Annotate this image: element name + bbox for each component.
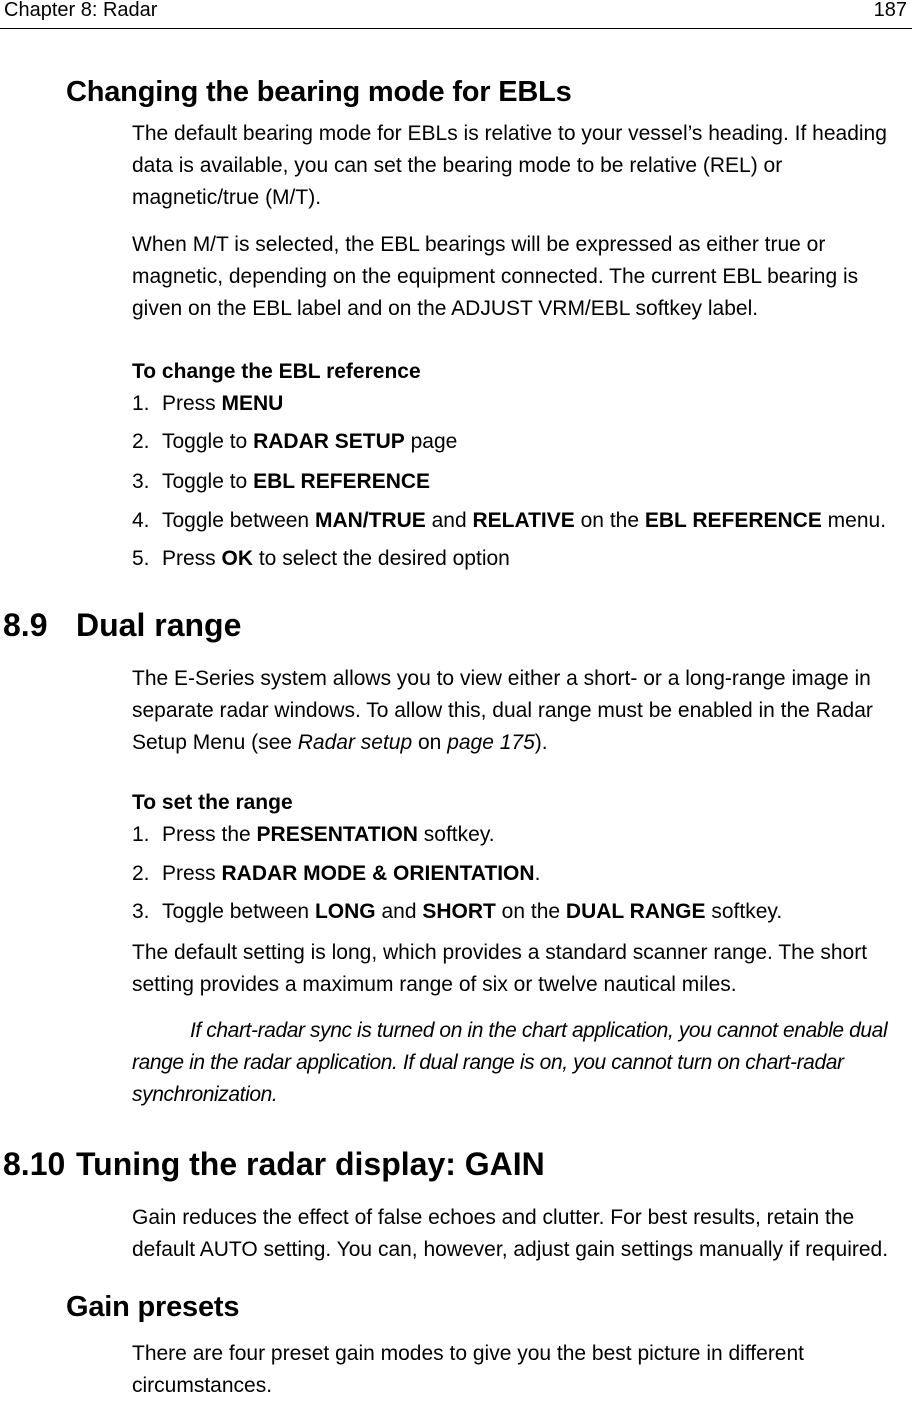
list-item: 3. Toggle between LONG and SHORT on the DUAL RANGE softkey. [132, 900, 783, 923]
gain-intro-paragraph: Gain reduces the effect of false echoes and clutter. For best results, retain the default AUTO setting. You can, however, adjust gain settings manually if required. [132, 1206, 889, 1261]
gain-presets-paragraph: There are four preset gain modes to give you the best picture in different circumstances. [132, 1342, 804, 1397]
cross-reference-link[interactable]: Radar setup [297, 731, 413, 754]
list-item: 1. Press MENU [132, 392, 284, 415]
page-number: 187 [873, 0, 907, 21]
page-reference-link[interactable]: page 175 [447, 731, 535, 754]
list-item: 2. Press RADAR MODE & ORIENTATION. [132, 862, 541, 885]
section-heading-gain-presets: Gain presets [66, 1291, 240, 1323]
ebl-mt-paragraph: When M/T is selected, the EBL bearings will be expressed as either true or magnetic, depending on the equipment connected. The current EBL bearing is given on the EBL label and on the ADJUST VRM/EBL softkey label. [132, 233, 859, 320]
section-heading-ebl-bearing: Changing the bearing mode for EBLs [66, 76, 572, 108]
list-item: 1. Press the PRESENTATION softkey. [132, 823, 495, 846]
ebl-intro-paragraph: The default bearing mode for EBLs is relative to your vessel’s heading. If heading data is available, you can set the bearing mode to be relative (REL) or magnetic/true (M/T). [132, 122, 887, 209]
list-item: 4. Toggle between MAN/TRUE and RELATIVE on the EBL REFERENCE menu. [132, 509, 887, 532]
running-header-chapter: Chapter 8: Radar [4, 0, 158, 21]
header-divider [0, 28, 912, 29]
note-paragraph: If chart-radar sync is turned on in the chart application, you cannot enable dual range in the radar application. If dual range is on, you cannot turn on chart-radar synchronization. [132, 1019, 888, 1106]
dual-range-intro-paragraph: The E-Series system allows you to view either a short- or a long-range image in separate radar windows. To allow this, dual range must be enabled in the Radar Setup Menu (see Radar setup on page 175). [132, 667, 873, 754]
list-item: 5. Press OK to select the desired option [132, 547, 510, 570]
section-title: Tuning the radar display: GAIN [76, 1146, 545, 1182]
list-item: 3. Toggle to EBL REFERENCE [132, 470, 431, 493]
procedure-title-set-range: To set the range [132, 791, 293, 814]
procedure-title-ebl-reference: To change the EBL reference [132, 360, 421, 383]
section-title: Dual range [76, 607, 242, 643]
section-heading-gain [3, 1146, 545, 1183]
section-heading-dual-range [3, 607, 241, 644]
section-number: 8.10 [3, 1146, 66, 1182]
section-number: 8.9 [3, 607, 48, 643]
dual-range-default-paragraph: The default setting is long, which provides a standard scanner range. The short setting provides a maximum range of six or twelve nautical miles. [132, 941, 868, 996]
list-item: 2. Toggle to RADAR SETUP page [132, 430, 458, 453]
